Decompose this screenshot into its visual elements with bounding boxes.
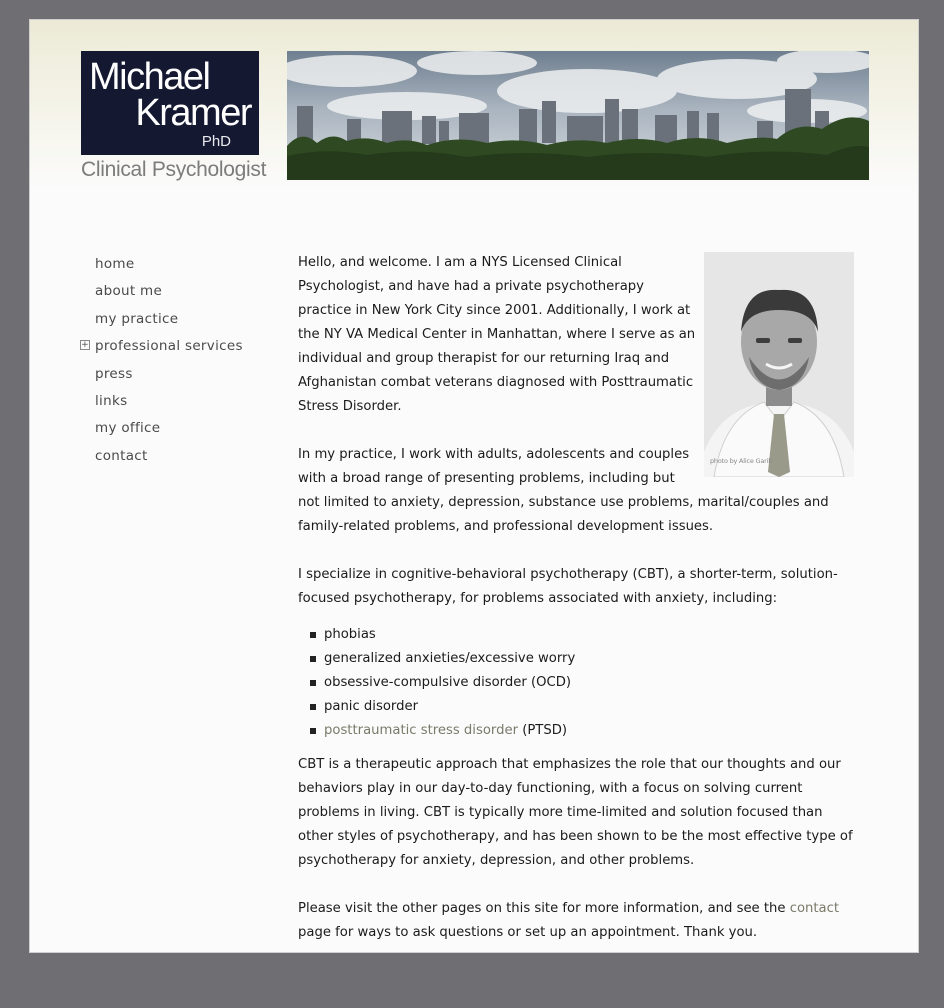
intro-paragraph: Hello, and welcome. I am a NYS Licensed Clinical Psychologist, and have had a private psychotherapy practice in New York City since 2001. Additionally, I work at the NY VA Medical Center in Manhattan, where I serve as an individual and group therapist for our returning Iraq and Afghanistan combat veterans diagnosed with Posttraumatic Stress Disorder. <box>298 255 696 414</box>
nav-item-home[interactable] <box>80 253 243 280</box>
nav-item-my-practice[interactable] <box>80 308 243 335</box>
list-item: generalized anxieties/excessive worry <box>310 647 854 671</box>
nav-item-label[interactable]: links <box>95 392 128 409</box>
nav-item-label[interactable]: professional services <box>95 338 243 355</box>
list-item: panic disorder <box>310 695 854 719</box>
anxiety-problem-list <box>298 623 854 743</box>
list-item-ptsd <box>310 719 854 743</box>
nav-item-professional-services[interactable] <box>80 335 243 362</box>
nav-item-about-me[interactable] <box>80 280 243 307</box>
logo-first-name: Michael <box>89 56 210 98</box>
page-container <box>29 19 919 953</box>
nav-item-links[interactable] <box>80 390 243 417</box>
nav-item-my-office[interactable] <box>80 417 243 444</box>
closing-text-end: page for ways to ask questions or set up an appointment. Thank you. <box>298 925 758 940</box>
cbt-description-paragraph: CBT is a therapeutic approach that emphasizes the role that our thoughts and our behaviors play in our day-to-day functioning, with a focus on solving current problems in living. CBT is typically more time-limited and solution focused than other styles of psychotherapy, and has been shown to be the most effective type of psychotherapy for anxiety, depression, and other problems. <box>298 757 853 868</box>
main-content <box>298 251 854 945</box>
nav-item-press[interactable] <box>80 363 243 390</box>
nav-item-label[interactable]: my practice <box>95 310 179 327</box>
sidebar-nav <box>80 253 243 472</box>
ptsd-link[interactable]: posttraumatic stress disorder <box>324 723 519 738</box>
list-item: phobias <box>310 623 854 647</box>
nav-item-label[interactable]: about me <box>95 283 163 300</box>
site-logo[interactable] <box>81 51 259 155</box>
header-banner-image <box>287 51 869 180</box>
nav-item-contact[interactable] <box>80 445 243 472</box>
practice-paragraph: In my practice, I work with adults, adolescents and couples with a broad range of presenting problems, including but not limited to anxiety, depression, substance use problems, marital/couples and family-related problems, and professional development issues. <box>298 447 829 534</box>
cbt-intro-paragraph: I specialize in cognitive-behavioral psychotherapy (CBT), a shorter-term, solution-focused psychotherapy, for problems associated with anxiety, including: <box>298 567 838 606</box>
closing-text-start: Please visit the other pages on this site for more information, and see the <box>298 901 790 916</box>
photo-credit: photo by Alice Garik <box>710 457 772 465</box>
nav-item-label[interactable]: home <box>95 256 135 272</box>
logo-degree: PhD <box>201 133 231 150</box>
expand-plus-icon[interactable]: + <box>81 340 89 351</box>
nav-item-label[interactable]: my office <box>95 420 161 437</box>
logo-last-name: Kramer <box>135 92 251 134</box>
contact-link[interactable]: contact <box>789 901 840 916</box>
list-item: obsessive-compulsive disorder (OCD) <box>310 671 854 695</box>
site-subtitle: Clinical Psychologist <box>81 158 267 181</box>
portrait-photo <box>704 252 854 477</box>
closing-paragraph <box>298 897 854 945</box>
nav-item-label[interactable]: press <box>95 365 133 382</box>
ptsd-suffix: (PTSD) <box>518 723 568 738</box>
nav-item-label[interactable]: contact <box>95 447 148 464</box>
